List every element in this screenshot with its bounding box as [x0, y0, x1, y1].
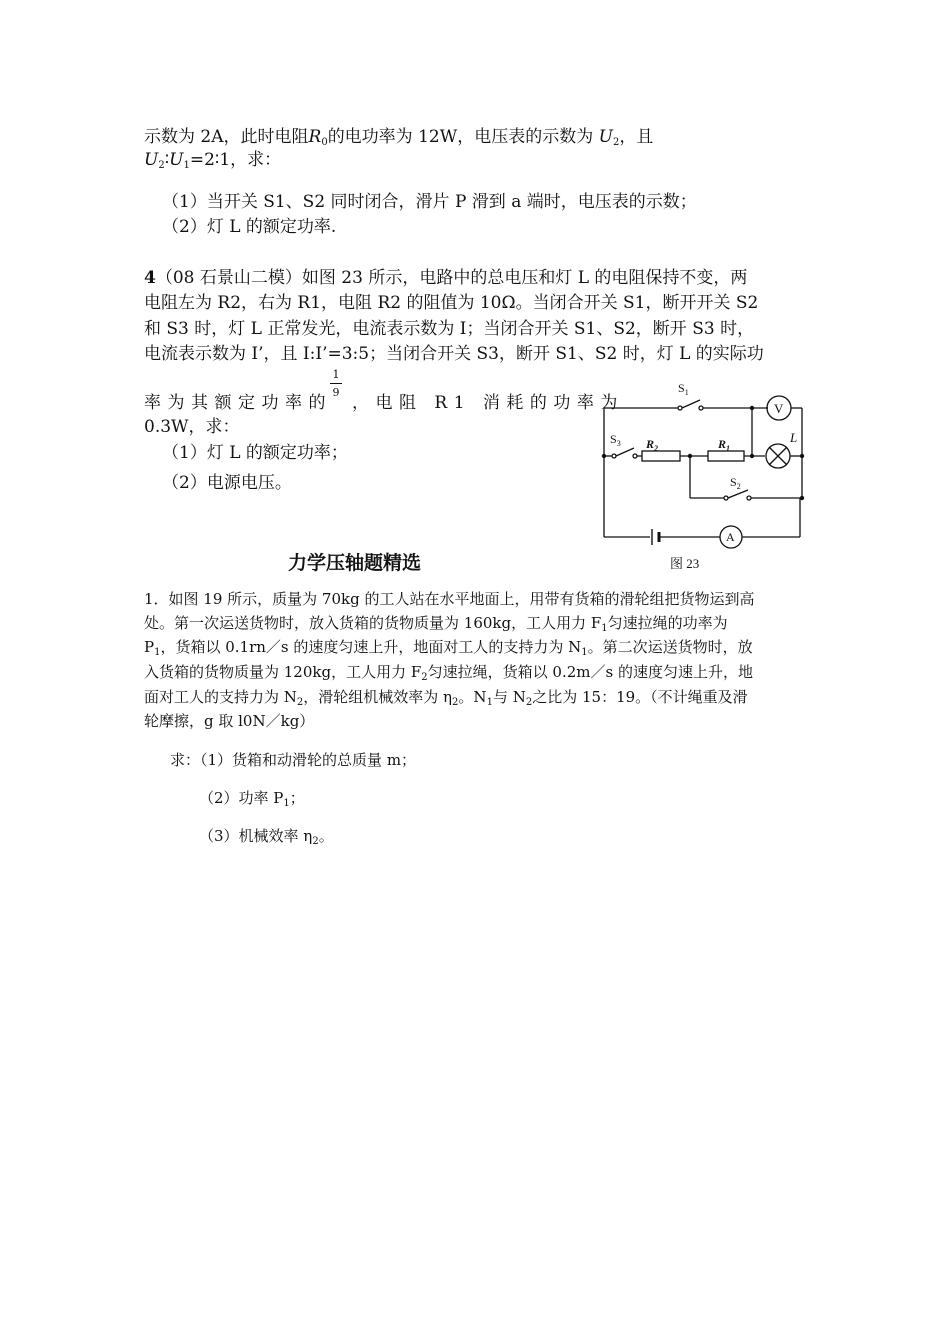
- s2-contact-left: [724, 496, 728, 500]
- label-ammeter: A: [726, 530, 735, 544]
- problem4-question1: （1）灯 L 的额定功率；: [162, 443, 348, 463]
- mech1-line4: 入货箱的货物质量为 120kg，工人用力 $F_2$匀速拉绳，货箱以 0.2m／s 的速度匀速上升，地: [144, 663, 753, 683]
- resistor-r2: [642, 451, 680, 461]
- figure-caption: 图 23: [670, 556, 700, 571]
- junction-left: [602, 454, 606, 458]
- problem4-line5b: ，电阻 R1 消耗的功率为: [352, 393, 624, 413]
- mech1-line6: 轮摩擦，g 取 l0N／kg）: [144, 712, 315, 730]
- problem3-line2: $U_2∶U_1=2∶1$，求：: [144, 150, 282, 171]
- label-r1: $R_1$: [718, 437, 731, 453]
- mech1-line3: $P_1$，货箱以 0.1rn／s 的速度匀速上升，地面对工人的支持力为 $N_1$。第二次运送货物时，放: [144, 638, 753, 658]
- problem4-line3: 和 S3 时，灯 L 正常发光，电流表示数为 I；当闭合开关 S1、S2，断开 S3 时，: [144, 319, 755, 339]
- label-lamp: L: [790, 430, 798, 445]
- fraction-one-ninth: 1 9: [330, 368, 342, 399]
- s3-switch-blade: [616, 448, 634, 456]
- problem4-line1: 4（08 石景山二模）如图 23 所示，电路中的总电压和灯 L 的电阻保持不变，两: [144, 268, 748, 288]
- mech1-question2: （2）功率 $P_1$；: [199, 789, 305, 809]
- mech1-question3: （3）机械效率 $\eta_2$。: [199, 827, 334, 847]
- s3-contact-left: [612, 454, 616, 458]
- mech1-line5: 面对工人的支持力为 $N_2$，滑轮组机械效率为 $\eta_2$。$N_1$与 $N_2$之比为 15：19。（不计绳重及滑: [144, 688, 748, 708]
- mech1-line2: 处。第一次运送货物时，放入货箱的货物质量为 160kg，工人用力 $F_1$匀速拉绳的功率为: [144, 614, 728, 634]
- label-s3: $S_3$: [610, 432, 621, 448]
- label-s1: $S_1$: [678, 381, 689, 397]
- s3-contact-right: [633, 454, 637, 458]
- junction-top: [750, 406, 754, 410]
- label-voltmeter: V: [774, 401, 784, 416]
- mech1-line1: 1．如图 19 所示，质量为 70kg 的工人站在水平地面上，用带有货箱的滑轮组把货物运到高: [144, 590, 755, 608]
- problem4-line2: 电阻左为 R2，右为 R1，电阻 R2 的阻值为 10Ω。当闭合开关 S1，断开开关 S2: [144, 293, 759, 313]
- problem4-line4: 电流表示数为 I’，且 I:I’=3:5；当闭合开关 S3，断开 S1、S2 时，灯 L 的实际功: [144, 344, 764, 364]
- label-s2: $S_2$: [730, 475, 741, 491]
- s1-contact-left: [678, 406, 682, 410]
- problem3-question2: （2）灯 L 的额定功率.: [162, 217, 337, 237]
- problem3-line1: 示数为 2A，此时电阻$R_0$的电功率为 12W，电压表的示数为 $U_2$，且: [144, 127, 654, 148]
- circuit-diagram-figure-23: [590, 372, 820, 578]
- label-r2: $R_2$: [646, 437, 659, 453]
- s2-switch-blade: [728, 490, 748, 498]
- problem4-line6: 0.3W，求：: [144, 417, 240, 437]
- problem3-question1: （1）当开关 S1、S2 同时闭合，滑片 P 滑到 a 端时，电压表的示数；: [162, 192, 697, 212]
- problem4-question2: （2）电源电压。: [162, 473, 292, 493]
- junction-right-low: [800, 496, 804, 500]
- junction-right-mid: [800, 454, 804, 458]
- junction-r2-r1: [688, 454, 692, 458]
- s2-contact-right: [747, 496, 751, 500]
- problem4-number: 4: [144, 268, 156, 288]
- problem4-line5a: 率为其额定功率的: [144, 393, 332, 413]
- s1-switch-blade: [682, 400, 700, 408]
- s1-contact-right: [699, 406, 703, 410]
- junction-r1-lamp: [750, 454, 754, 458]
- section-title: 力学压轴题精选: [288, 552, 422, 574]
- mech1-ask: 求：（1）货箱和动滑轮的总质量 m；: [170, 751, 417, 769]
